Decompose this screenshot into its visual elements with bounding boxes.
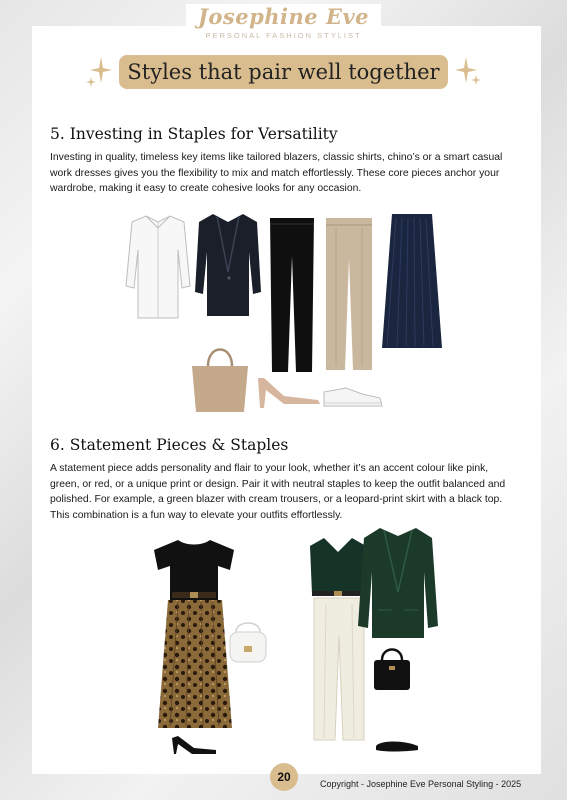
black-tshirt-icon bbox=[150, 538, 238, 604]
brand-header bbox=[0, 0, 567, 46]
tan-tote-bag-icon bbox=[188, 340, 252, 414]
brand-logo: Josephine Eve bbox=[186, 4, 381, 29]
navy-pleated-skirt-icon bbox=[380, 212, 444, 352]
copyright-text: Copyright - Josephine Eve Personal Styling - 2025 bbox=[320, 779, 522, 789]
section-6-title: 6. Statement Pieces & Staples bbox=[50, 436, 289, 454]
sparkle-right-icon bbox=[453, 55, 483, 89]
section-6-body: A statement piece adds personality and flair to your look, whether it’s an accent colour like pink, green, or red, or a unique print or design. Pair it with neutral staples to keep the outfit balanced and polished. For example, a green blazer with cream trousers, or a leopard-print skirt with a black top. This combination is a fun way to elevate your outfits effortlessly. bbox=[50, 463, 506, 521]
black-flats-icon bbox=[374, 738, 420, 754]
section-5-body: Investing in quality, timeless key items like tailored blazers, classic shirts, chino’s or a smart casual work dresses gives you the flexibility to mix and match effortlessly. These core pieces anchor your wardrobe, making it easy to create cohesive looks for any occasion. bbox=[50, 152, 503, 194]
beige-trousers-icon bbox=[322, 216, 376, 374]
white-sneakers-icon bbox=[322, 382, 384, 410]
nude-pumps-icon bbox=[254, 376, 324, 410]
white-shirt-icon bbox=[124, 214, 192, 324]
white-crossbody-bag-icon bbox=[226, 618, 270, 664]
leopard-pleated-skirt-icon bbox=[156, 598, 234, 732]
green-blazer-icon bbox=[356, 526, 440, 642]
sparkle-left-icon bbox=[84, 55, 114, 89]
black-trousers-icon bbox=[266, 216, 318, 376]
navy-blazer-icon bbox=[193, 212, 263, 322]
brand-tagline: PERSONAL FASHION STYLIST bbox=[205, 31, 362, 40]
page-number: 20 bbox=[270, 763, 298, 791]
section-5-title: 5. Investing in Staples for Versatility bbox=[50, 125, 338, 143]
black-handbag-icon bbox=[370, 642, 414, 692]
page-title: Styles that pair well together bbox=[119, 55, 448, 89]
black-slingback-heels-icon bbox=[170, 734, 218, 756]
